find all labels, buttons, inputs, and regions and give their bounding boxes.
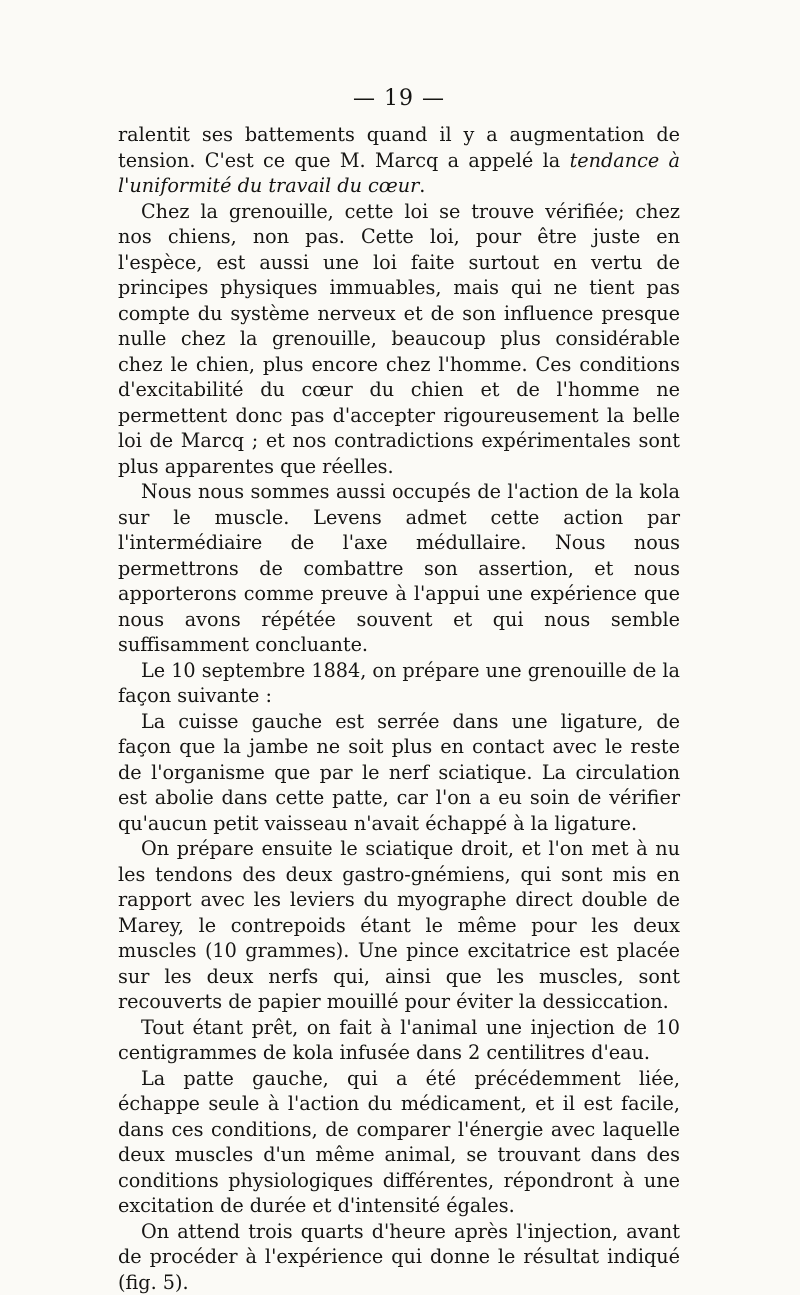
paragraph-continued — [118, 122, 680, 199]
paragraph: Tout étant prêt, on fait à l'animal une injection de 10 centigrammes de kola infusée dans 2 centilitres d'eau. — [118, 1015, 680, 1066]
paragraph-text: ralentit ses battements quand il y a augmentation de tension. C'est ce que M. Marcq a appelé la — [118, 123, 680, 172]
body-text — [118, 122, 680, 1295]
italic-phrase: tendance à l'uniformité du travail du cœur — [118, 149, 680, 198]
paragraph: On prépare ensuite le sciatique droit, et l'on met à nu les tendons des deux gastro-gnémiens, qui sont mis en rapport avec les leviers du myographe direct double de Marey, le contrepoids étant le même pour les deux muscles (10 grammes). Une pince excitatrice est placée sur les deux nerfs qui, ainsi que les muscles, sont recouverts de papier mouillé pour éviter la dessiccation. — [118, 836, 680, 1015]
book-page — [118, 84, 680, 1295]
paragraph: Chez la grenouille, cette loi se trouve vérifiée; chez nos chiens, non pas. Cette loi, pour être juste en l'espèce, est aussi une loi faite surtout en vertu de principes physiques immuables, mais qui ne tient pas compte du système nerveux et de son influence presque nulle chez la grenouille, beaucoup plus considérable chez le chien, plus encore chez l'homme. Ces conditions d'excitabilité du cœur du chien et de l'homme ne permettent donc pas d'accepter rigoureusement la belle loi de Marcq ; et nos contradictions expérimentales sont plus apparentes que réelles. — [118, 199, 680, 480]
paragraph: Le 10 septembre 1884, on prépare une grenouille de la façon suivante : — [118, 658, 680, 709]
paragraph: La patte gauche, qui a été précédemment liée, échappe seule à l'action du médicament, et il est facile, dans ces conditions, de comparer l'énergie avec laquelle deux muscles d'un même animal, se trouvant dans des conditions physiologiques différentes, répondront à une excitation de durée et d'intensité égales. — [118, 1066, 680, 1219]
paragraph: Nous nous sommes aussi occupés de l'action de la kola sur le muscle. Levens admet cette action par l'intermédiaire de l'axe médullaire. Nous nous permettrons de combattre son assertion, et nous apporterons comme preuve à l'appui une expérience que nous avons répétée souvent et qui nous semble suffisamment concluante. — [118, 479, 680, 658]
paragraph: La cuisse gauche est serrée dans une ligature, de façon que la jambe ne soit plus en contact avec le reste de l'organisme que par le nerf sciatique. La circulation est abolie dans cette patte, car l'on a eu soin de vérifier qu'aucun petit vaisseau n'avait échappé à la ligature. — [118, 709, 680, 837]
paragraph-text: . — [419, 174, 425, 197]
paragraph: On attend trois quarts d'heure après l'injection, avant de procéder à l'expérience qui donne le résultat indiqué (fig. 5). — [118, 1219, 680, 1295]
page-number: — 19 — — [118, 84, 680, 114]
